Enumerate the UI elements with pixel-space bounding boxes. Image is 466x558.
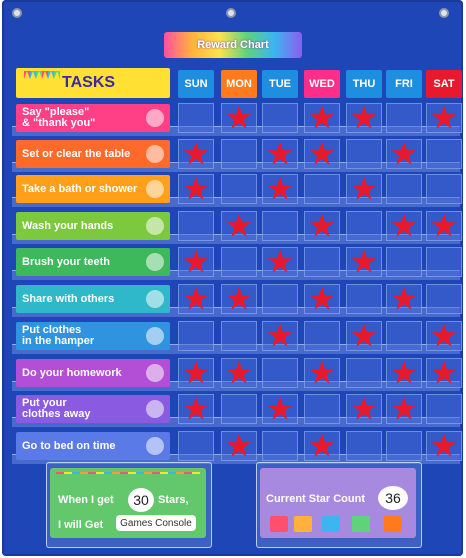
- task-card[interactable]: [16, 395, 170, 423]
- task-label: Put clothes in the hamper: [22, 324, 95, 347]
- task-row: [12, 390, 460, 427]
- task-label: Share with others: [22, 292, 115, 305]
- day-pocket-wed[interactable]: [304, 247, 340, 277]
- day-pocket-sun[interactable]: [178, 431, 214, 461]
- day-pocket-mon[interactable]: [221, 99, 257, 136]
- star-icon[interactable]: ★: [265, 170, 295, 207]
- day-pocket-wed[interactable]: [304, 99, 340, 136]
- day-pocket-tue[interactable]: [262, 317, 298, 354]
- kid-illustration-icon: [146, 217, 164, 235]
- day-pocket-mon[interactable]: [221, 394, 257, 424]
- kid-illustration-icon: [146, 180, 164, 198]
- day-pocket-tue[interactable]: [262, 243, 298, 280]
- day-pocket-sat[interactable]: [426, 427, 462, 464]
- day-pocket-thu[interactable]: [346, 170, 382, 207]
- star-icon[interactable]: ★: [429, 427, 459, 464]
- tasks-header-text: TASKS: [62, 74, 116, 91]
- flag-banner: [56, 472, 200, 482]
- task-row: [12, 99, 460, 136]
- star-icon[interactable]: ★: [429, 207, 459, 244]
- star-count-card: [260, 468, 416, 538]
- kid-illustration-icon: [146, 364, 164, 382]
- task-row: [12, 354, 460, 391]
- day-pocket-sun[interactable]: [178, 170, 214, 207]
- day-pocket-wed[interactable]: [304, 174, 340, 204]
- day-pocket-thu[interactable]: [346, 390, 382, 427]
- task-label: Set or clear the table: [22, 147, 131, 160]
- day-pocket-wed[interactable]: [304, 394, 340, 424]
- grommet: [439, 8, 449, 18]
- task-label: Go to bed on time: [22, 439, 116, 452]
- day-pocket-thu[interactable]: [346, 243, 382, 280]
- task-label: Say "please" & "thank you": [22, 106, 96, 129]
- day-pocket-thu[interactable]: [346, 211, 382, 241]
- star-icon[interactable]: ★: [224, 280, 254, 317]
- task-card[interactable]: [16, 212, 170, 240]
- day-pocket-mon[interactable]: [221, 174, 257, 204]
- star-icon[interactable]: ★: [181, 390, 211, 427]
- star-icon[interactable]: ★: [349, 317, 379, 354]
- kid-illustration-icon: [146, 327, 164, 345]
- kid-illustration-icon: [146, 109, 164, 127]
- star-icon[interactable]: ★: [224, 427, 254, 464]
- star-icon[interactable]: ★: [389, 390, 419, 427]
- star-icon[interactable]: ★: [389, 280, 419, 317]
- task-card[interactable]: [16, 322, 170, 350]
- day-pocket-sat[interactable]: [426, 247, 462, 277]
- day-pocket-fri[interactable]: [386, 247, 422, 277]
- day-pocket-mon[interactable]: [221, 207, 257, 244]
- kid-illustration-icon: [146, 145, 164, 163]
- day-header-sun: SUN: [178, 70, 214, 98]
- day-pocket-sun[interactable]: [178, 135, 214, 172]
- day-pocket-fri[interactable]: [386, 354, 422, 391]
- day-pocket-sun[interactable]: [178, 321, 214, 351]
- day-pocket-thu[interactable]: [346, 284, 382, 314]
- task-card[interactable]: [16, 248, 170, 276]
- day-pocket-mon[interactable]: [221, 139, 257, 169]
- day-pocket-sat[interactable]: [426, 174, 462, 204]
- pocket-chart: [2, 0, 463, 556]
- day-pocket-wed[interactable]: [304, 321, 340, 351]
- chart-title: [164, 32, 302, 58]
- day-pocket-fri[interactable]: [386, 103, 422, 133]
- day-pocket-tue[interactable]: [262, 390, 298, 427]
- day-pocket-tue[interactable]: [262, 284, 298, 314]
- goal-suffix: Stars,: [158, 494, 189, 506]
- star-icon[interactable]: ★: [429, 354, 459, 391]
- day-pocket-wed[interactable]: [304, 207, 340, 244]
- day-pocket-mon[interactable]: [221, 427, 257, 464]
- gift-icon: [294, 516, 312, 532]
- bunting-decoration: [24, 71, 60, 79]
- goal-card: [50, 468, 206, 538]
- day-pocket-fri[interactable]: [386, 280, 422, 317]
- header-row: [12, 68, 460, 102]
- grommet: [12, 8, 22, 18]
- day-header-sat: SAT: [426, 70, 462, 98]
- task-card[interactable]: [16, 359, 170, 387]
- day-pocket-fri[interactable]: [386, 431, 422, 461]
- day-pocket-sat[interactable]: [426, 139, 462, 169]
- day-pocket-fri[interactable]: [386, 174, 422, 204]
- cake-icon: [322, 516, 340, 532]
- star-icon[interactable]: ★: [307, 207, 337, 244]
- task-card[interactable]: [16, 432, 170, 460]
- day-header-mon: MON: [221, 70, 257, 98]
- star-icon[interactable]: ★: [389, 207, 419, 244]
- day-pocket-fri[interactable]: [386, 321, 422, 351]
- goal-number: 30: [128, 488, 154, 512]
- star-icon[interactable]: ★: [307, 427, 337, 464]
- task-label: Do your homework: [22, 366, 122, 379]
- star-icon[interactable]: ★: [181, 354, 211, 391]
- day-header-fri: FRI: [386, 70, 422, 98]
- task-label: Take a bath or shower: [22, 182, 138, 195]
- task-label: Brush your teeth: [22, 255, 111, 268]
- star-icon[interactable]: ★: [265, 317, 295, 354]
- task-card[interactable]: [16, 175, 170, 203]
- day-header-thu: THU: [346, 70, 382, 98]
- star-count-number: 36: [378, 486, 408, 510]
- star-icon[interactable]: ★: [265, 135, 295, 172]
- task-card[interactable]: [16, 140, 170, 168]
- day-pocket-sun[interactable]: [178, 243, 214, 280]
- task-label: Wash your hands: [22, 219, 114, 232]
- star-icon[interactable]: ★: [181, 243, 211, 280]
- star-icon[interactable]: ★: [307, 135, 337, 172]
- day-pocket-mon[interactable]: [221, 321, 257, 351]
- star-icon[interactable]: ★: [224, 207, 254, 244]
- task-label: Put your clothes away: [22, 397, 91, 420]
- kid-illustration-icon: [146, 290, 164, 308]
- star-icon[interactable]: ★: [224, 354, 254, 391]
- star-icon[interactable]: ★: [181, 135, 211, 172]
- goal-reward: Games Console: [116, 515, 196, 531]
- day-pocket-tue[interactable]: [262, 135, 298, 172]
- day-pocket-mon[interactable]: [221, 354, 257, 391]
- gift-icon: [384, 516, 402, 532]
- task-row: [12, 243, 460, 280]
- day-pocket-tue[interactable]: [262, 211, 298, 241]
- star-icon[interactable]: ★: [389, 354, 419, 391]
- task-row: [12, 170, 460, 207]
- star-icon[interactable]: ★: [349, 243, 379, 280]
- star-icon[interactable]: ★: [181, 280, 211, 317]
- star-icon[interactable]: ★: [307, 280, 337, 317]
- grommet: [226, 8, 236, 18]
- kid-illustration-icon: [146, 437, 164, 455]
- chart-title-text: Reward Chart: [197, 39, 269, 51]
- day-pocket-thu[interactable]: [346, 431, 382, 461]
- task-card[interactable]: [16, 104, 170, 132]
- star-count-label: Current Star Count: [266, 493, 365, 505]
- day-pocket-sat[interactable]: [426, 284, 462, 314]
- star-icon[interactable]: ★: [429, 99, 459, 136]
- day-pocket-sun[interactable]: [178, 390, 214, 427]
- day-pocket-wed[interactable]: [304, 427, 340, 464]
- day-pocket-tue[interactable]: [262, 358, 298, 388]
- kid-illustration-icon: [146, 400, 164, 418]
- day-pocket-sun[interactable]: [178, 280, 214, 317]
- task-row: [12, 207, 460, 244]
- day-pocket-wed[interactable]: [304, 135, 340, 172]
- star-icon[interactable]: ★: [349, 390, 379, 427]
- day-pocket-wed[interactable]: [304, 354, 340, 391]
- day-pocket-thu[interactable]: [346, 358, 382, 388]
- star-icon[interactable]: ★: [389, 135, 419, 172]
- day-pocket-sun[interactable]: [178, 211, 214, 241]
- star-icon[interactable]: ★: [307, 99, 337, 136]
- day-pocket-tue[interactable]: [262, 103, 298, 133]
- goal-prefix: When I get: [58, 494, 114, 506]
- day-pocket-fri[interactable]: [386, 390, 422, 427]
- day-pocket-sat[interactable]: [426, 207, 462, 244]
- kid-illustration-icon: [146, 253, 164, 271]
- task-row: [12, 280, 460, 317]
- day-pocket-sat[interactable]: [426, 99, 462, 136]
- day-pocket-sat[interactable]: [426, 394, 462, 424]
- day-pocket-tue[interactable]: [262, 170, 298, 207]
- day-pocket-thu[interactable]: [346, 139, 382, 169]
- star-icon[interactable]: ★: [181, 170, 211, 207]
- star-icon[interactable]: ★: [265, 243, 295, 280]
- day-header-tue: TUE: [262, 70, 298, 98]
- task-row: [12, 317, 460, 354]
- gift-icon: [270, 516, 288, 532]
- star-icon[interactable]: ★: [429, 317, 459, 354]
- day-pocket-fri[interactable]: [386, 207, 422, 244]
- task-row: [12, 427, 460, 464]
- gift-icon: [352, 516, 370, 532]
- day-pocket-mon[interactable]: [221, 280, 257, 317]
- day-pocket-thu[interactable]: [346, 317, 382, 354]
- star-icon[interactable]: ★: [265, 390, 295, 427]
- star-icon[interactable]: ★: [307, 354, 337, 391]
- tasks-header: [16, 68, 170, 98]
- day-pocket-sat[interactable]: [426, 317, 462, 354]
- day-pocket-sat[interactable]: [426, 354, 462, 391]
- day-pocket-thu[interactable]: [346, 99, 382, 136]
- goal-line2: I will Get: [58, 519, 104, 531]
- day-pocket-fri[interactable]: [386, 135, 422, 172]
- day-pocket-sun[interactable]: [178, 103, 214, 133]
- task-card[interactable]: [16, 285, 170, 313]
- day-pocket-mon[interactable]: [221, 247, 257, 277]
- star-icon[interactable]: ★: [349, 170, 379, 207]
- day-pocket-wed[interactable]: [304, 280, 340, 317]
- task-row: [12, 135, 460, 172]
- day-pocket-tue[interactable]: [262, 431, 298, 461]
- star-icon[interactable]: ★: [224, 99, 254, 136]
- day-header-wed: WED: [304, 70, 340, 98]
- star-icon[interactable]: ★: [349, 99, 379, 136]
- day-pocket-sun[interactable]: [178, 354, 214, 391]
